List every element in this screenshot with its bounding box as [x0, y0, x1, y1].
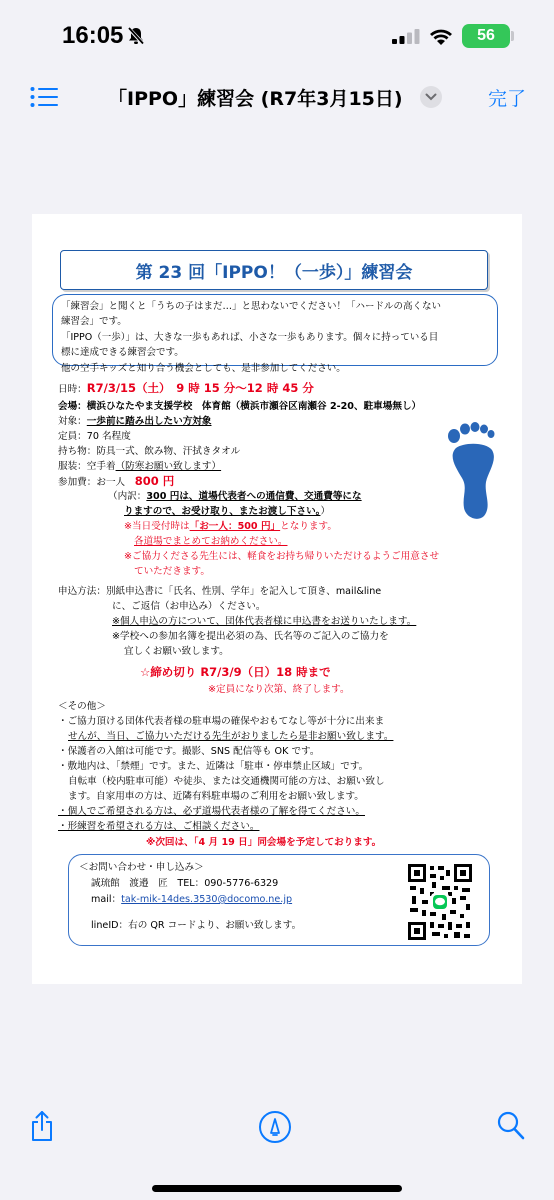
note-reception	[124, 520, 337, 533]
contact-line-id: lineID：右の QR コードより、お願い致します。	[91, 920, 302, 931]
items-row: 持ち物：防具一式、飲み物、汗拭きタオル	[58, 446, 241, 457]
target-label: 対象：	[58, 416, 87, 427]
list-icon[interactable]	[30, 86, 58, 112]
navigation-bar	[0, 72, 554, 124]
date-label: 日時：	[58, 384, 87, 395]
dress-label: 服装：空手着	[58, 461, 116, 472]
next-session: ※次回は、「4 月 19 日」同会場を予定しております。	[146, 837, 382, 848]
note-emph: 「お一人：500 円」	[189, 521, 281, 532]
note-text: となります。	[280, 521, 337, 532]
breakdown-line-2	[124, 505, 330, 518]
intro-line: 「IPPO（一歩）」は、大きな一歩もあれば、小さな一歩もあります。個々に持っている目	[61, 331, 439, 343]
apply-line-3: ※個人申込の方について、団体代表者様に申込書をお送りいたします。	[112, 616, 417, 627]
target-row	[58, 415, 212, 428]
other-line: ・形練習を希望される方は、ご相談ください。	[58, 821, 260, 832]
apply-line-5: 宜しくお願い致します。	[124, 646, 229, 657]
other-line: ・ご協力頂ける団体代表者様の駐車場の確保やおもてなし等が十分に出来ま	[58, 716, 385, 727]
other-heading: ＜その他＞	[58, 701, 106, 712]
bottom-toolbar	[0, 1100, 554, 1160]
intro-line: 練習会」です。	[61, 316, 127, 328]
venue-label: 会場：	[58, 401, 87, 412]
home-indicator	[152, 1185, 402, 1192]
venue-row	[58, 400, 421, 413]
apply-line-2: に、ご返信（お申込み）ください。	[112, 601, 266, 612]
mail-link[interactable]: tak-mik-14des.3530@docomo.ne.jp	[121, 894, 293, 905]
intro-line: 標に達成できる練習会です。	[61, 347, 184, 359]
search-icon[interactable]	[496, 1110, 526, 1146]
status-bar	[0, 0, 554, 72]
note-meal-2: ていただきます。	[134, 566, 210, 577]
bell-slash-icon	[126, 26, 146, 50]
note-meal-1: ※ご協力くださる先生には、軽食をお持ち帰りいただけるようご用意させ	[124, 551, 440, 562]
note-collect: 各道場でまとめてお納めください。	[134, 536, 288, 547]
contact-name-tel: 誠琉館 渡邉 匠 TEL：090-5776-6329	[91, 878, 279, 889]
intro-line: 他の空手キッズと知り合う機会としても、是非参加してください。	[61, 362, 346, 374]
deadline-note: ※定員になり次第、終了します。	[208, 684, 350, 695]
fee-label: 参加費：お一人	[58, 477, 126, 488]
markup-pen-icon[interactable]	[258, 1110, 292, 1148]
target-value: 一歩前に踏み出したい方対象	[86, 416, 212, 427]
done-button[interactable]: 完了	[488, 88, 527, 110]
deadline: ☆締め切り R7/3/9（日）18 時まで	[140, 665, 331, 679]
capacity-row: 定員：70 名程度	[58, 431, 131, 442]
date-row	[58, 382, 314, 396]
other-line: 自転車（校内駐車可能）や徒歩、または交通機関可能の方は、お願い致し	[68, 776, 385, 787]
mail-label: mail：	[91, 894, 122, 905]
cellular-signal-icon	[392, 28, 420, 48]
date-value: R7/3/15（土） 9 時 15 分～12 時 45 分	[86, 381, 314, 395]
dress-note: （防寒お願い致します）	[115, 461, 222, 472]
document-title[interactable]: 「IPPO」練習会 (R7年3月15日)	[108, 88, 403, 110]
battery-indicator: 56	[462, 24, 510, 48]
flyer-title: 第 23 回「IPPO！（一歩）」練習会	[60, 250, 488, 290]
breakdown-prefix: （内訳：	[108, 491, 147, 502]
breakdown-text: りますので、お受け取り、またお渡し下さい。	[124, 506, 321, 517]
note-text: ※当日受付時は	[124, 521, 190, 532]
contact-heading: ＜お問い合わせ・申し込み＞	[79, 862, 204, 873]
breakdown-text: 300 円は、道場代表者への通信費、交通費等にな	[146, 491, 362, 502]
other-line: ます。自家用車の方は、近隣有料駐車場のご利用をお願い致します。	[68, 791, 364, 802]
contact-mail-row	[91, 893, 292, 906]
other-line: ・保護者の入館は可能です。撮影、SNS 配信等も OK です。	[58, 746, 320, 757]
dress-row	[58, 460, 221, 473]
apply-line-4: ※学校への参加名簿を提出必須の為、氏名等のご記入のご協力を	[112, 631, 389, 642]
other-line: ・個人でご希望される方は、必ず道場代表者様の了解を得てください。	[58, 806, 365, 817]
status-time: 16:05	[62, 22, 124, 49]
qr-code	[408, 864, 472, 940]
breakdown-line-1	[108, 490, 362, 503]
wifi-icon	[428, 26, 454, 50]
document-page	[32, 214, 522, 984]
share-icon[interactable]	[30, 1110, 54, 1146]
fee-row	[58, 475, 174, 489]
breakdown-end: ）	[320, 506, 331, 517]
title-menu-button[interactable]	[420, 86, 442, 108]
chevron-down-icon	[425, 93, 437, 101]
venue-value: 横浜ひなたやま支援学校 体育館（横浜市瀬谷区南瀬谷 2-20、駐車場無し）	[86, 401, 422, 412]
intro-line: 「練習会」と聞くと「うちの子はまだ…」と思わないでください！「ハードルの高くない	[61, 301, 442, 312]
intro-box	[52, 294, 498, 374]
other-line: せんが、当日、ご協力いただける先生がおりましたら是非お願い致します。	[68, 731, 394, 742]
battery-nub	[511, 31, 514, 41]
footprint-icon	[446, 422, 498, 520]
other-line: ・敷地内は、「禁煙」です。また、近隣は「駐車・停車禁止区域」です。	[58, 761, 369, 772]
apply-line-1: 申込方法：別紙申込書に「氏名、性別、学年」を記入して頂き、mail&line	[58, 586, 382, 597]
fee-value: 800 円	[134, 474, 175, 488]
